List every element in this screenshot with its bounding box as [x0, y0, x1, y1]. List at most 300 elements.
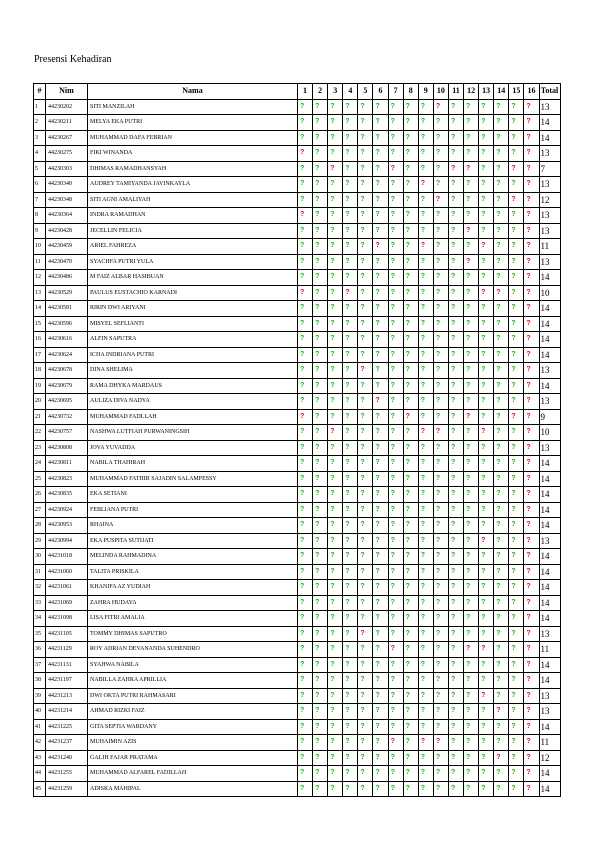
present-mark: ?: [494, 347, 509, 363]
present-mark: ?: [298, 456, 313, 472]
present-mark: ?: [388, 580, 403, 596]
attendance-total: 13: [539, 254, 560, 270]
present-mark: ?: [464, 533, 479, 549]
present-mark: ?: [418, 208, 433, 224]
present-mark: ?: [494, 471, 509, 487]
absent-mark: ?: [448, 161, 463, 177]
attendance-table: [33, 83, 561, 797]
present-mark: ?: [313, 285, 328, 301]
present-mark: ?: [388, 704, 403, 720]
present-mark: ?: [373, 518, 388, 534]
row-number: 10: [34, 239, 46, 255]
present-mark: ?: [313, 99, 328, 115]
absent-mark: ?: [464, 642, 479, 658]
present-mark: ?: [448, 363, 463, 379]
present-mark: ?: [298, 177, 313, 193]
present-mark: ?: [509, 425, 524, 441]
present-mark: ?: [494, 719, 509, 735]
present-mark: ?: [418, 673, 433, 689]
present-mark: ?: [448, 642, 463, 658]
present-mark: ?: [418, 99, 433, 115]
present-mark: ?: [433, 657, 448, 673]
present-mark: ?: [494, 595, 509, 611]
attendance-total: 13: [539, 223, 560, 239]
present-mark: ?: [464, 750, 479, 766]
student-name: MUHAMMAD DAFA FEBRIAN: [88, 130, 298, 146]
present-mark: ?: [328, 750, 343, 766]
table-row: [34, 471, 561, 487]
row-number: 19: [34, 378, 46, 394]
present-mark: ?: [464, 564, 479, 580]
attendance-total: 14: [539, 518, 560, 534]
table-row: [34, 518, 561, 534]
present-mark: ?: [479, 440, 494, 456]
present-mark: ?: [494, 146, 509, 162]
present-mark: ?: [448, 223, 463, 239]
present-mark: ?: [328, 378, 343, 394]
student-name: TOMMY DHIMAS SAPUTRO: [88, 626, 298, 642]
present-mark: ?: [403, 192, 418, 208]
present-mark: ?: [509, 332, 524, 348]
absent-mark: ?: [524, 611, 539, 627]
present-mark: ?: [403, 177, 418, 193]
student-name: GITA SEPTIA WARDANY: [88, 719, 298, 735]
present-mark: ?: [464, 704, 479, 720]
present-mark: ?: [448, 270, 463, 286]
present-mark: ?: [343, 533, 358, 549]
present-mark: ?: [464, 130, 479, 146]
present-mark: ?: [433, 316, 448, 332]
absent-mark: ?: [479, 688, 494, 704]
present-mark: ?: [479, 378, 494, 394]
present-mark: ?: [464, 626, 479, 642]
present-mark: ?: [328, 564, 343, 580]
present-mark: ?: [479, 161, 494, 177]
student-name: MELINDA RAHMADINA: [88, 549, 298, 565]
present-mark: ?: [509, 394, 524, 410]
absent-mark: ?: [524, 115, 539, 131]
present-mark: ?: [464, 332, 479, 348]
present-mark: ?: [403, 735, 418, 751]
absent-mark: ?: [418, 425, 433, 441]
student-name: EKA PUSPITA SUTIJATI: [88, 533, 298, 549]
present-mark: ?: [403, 316, 418, 332]
present-mark: ?: [313, 595, 328, 611]
row-number: 21: [34, 409, 46, 425]
present-mark: ?: [328, 719, 343, 735]
present-mark: ?: [358, 378, 373, 394]
present-mark: ?: [433, 626, 448, 642]
table-row: [34, 626, 561, 642]
present-mark: ?: [358, 440, 373, 456]
present-mark: ?: [433, 301, 448, 317]
present-mark: ?: [464, 378, 479, 394]
present-mark: ?: [343, 192, 358, 208]
present-mark: ?: [479, 394, 494, 410]
present-mark: ?: [388, 99, 403, 115]
present-mark: ?: [448, 285, 463, 301]
table-row: [34, 115, 561, 131]
present-mark: ?: [298, 766, 313, 782]
student-name: MUHAMMAD FATHIR SAJADIN SALAMPESSY: [88, 471, 298, 487]
present-mark: ?: [403, 301, 418, 317]
present-mark: ?: [433, 440, 448, 456]
student-nim: 44230364: [46, 208, 88, 224]
present-mark: ?: [358, 471, 373, 487]
present-mark: ?: [373, 781, 388, 797]
present-mark: ?: [343, 254, 358, 270]
present-mark: ?: [313, 192, 328, 208]
attendance-total: 12: [539, 750, 560, 766]
student-nim: 44230459: [46, 239, 88, 255]
present-mark: ?: [448, 177, 463, 193]
present-mark: ?: [509, 735, 524, 751]
present-mark: ?: [479, 115, 494, 131]
present-mark: ?: [298, 301, 313, 317]
present-mark: ?: [343, 208, 358, 224]
present-mark: ?: [479, 316, 494, 332]
row-number: 12: [34, 270, 46, 286]
present-mark: ?: [373, 409, 388, 425]
present-mark: ?: [343, 270, 358, 286]
attendance-total: 11: [539, 239, 560, 255]
present-mark: ?: [403, 611, 418, 627]
present-mark: ?: [494, 781, 509, 797]
attendance-total: 14: [539, 549, 560, 565]
present-mark: ?: [479, 177, 494, 193]
present-mark: ?: [494, 533, 509, 549]
present-mark: ?: [373, 99, 388, 115]
present-mark: ?: [403, 518, 418, 534]
student-nim: 44230732: [46, 409, 88, 425]
present-mark: ?: [343, 409, 358, 425]
present-mark: ?: [494, 316, 509, 332]
present-mark: ?: [479, 750, 494, 766]
present-mark: ?: [373, 642, 388, 658]
present-mark: ?: [418, 394, 433, 410]
present-mark: ?: [358, 766, 373, 782]
present-mark: ?: [373, 471, 388, 487]
absent-mark: ?: [464, 223, 479, 239]
present-mark: ?: [418, 254, 433, 270]
table-row: [34, 595, 561, 611]
attendance-total: 14: [539, 270, 560, 286]
present-mark: ?: [313, 518, 328, 534]
present-mark: ?: [343, 332, 358, 348]
student-nim: 44231240: [46, 750, 88, 766]
present-mark: ?: [418, 456, 433, 472]
absent-mark: ?: [524, 347, 539, 363]
student-nim: 44230202: [46, 99, 88, 115]
absent-mark: ?: [418, 239, 433, 255]
present-mark: ?: [494, 332, 509, 348]
absent-mark: ?: [494, 285, 509, 301]
table-row: [34, 254, 561, 270]
present-mark: ?: [494, 130, 509, 146]
present-mark: ?: [433, 456, 448, 472]
absent-mark: ?: [524, 409, 539, 425]
present-mark: ?: [343, 177, 358, 193]
row-number: 8: [34, 208, 46, 224]
present-mark: ?: [464, 502, 479, 518]
present-mark: ?: [448, 549, 463, 565]
student-name: DINA SHELIMA: [88, 363, 298, 379]
row-number: 5: [34, 161, 46, 177]
present-mark: ?: [494, 502, 509, 518]
present-mark: ?: [373, 347, 388, 363]
attendance-total: 14: [539, 130, 560, 146]
present-mark: ?: [464, 549, 479, 565]
absent-mark: ?: [524, 688, 539, 704]
present-mark: ?: [509, 316, 524, 332]
present-mark: ?: [479, 487, 494, 503]
present-mark: ?: [448, 471, 463, 487]
present-mark: ?: [464, 781, 479, 797]
present-mark: ?: [494, 223, 509, 239]
present-mark: ?: [388, 409, 403, 425]
present-mark: ?: [479, 456, 494, 472]
present-mark: ?: [433, 611, 448, 627]
student-nim: 44230303: [46, 161, 88, 177]
present-mark: ?: [313, 146, 328, 162]
absent-mark: ?: [524, 564, 539, 580]
student-name: JECELLIN FELICIA: [88, 223, 298, 239]
absent-mark: ?: [464, 161, 479, 177]
present-mark: ?: [298, 130, 313, 146]
present-mark: ?: [494, 270, 509, 286]
present-mark: ?: [448, 487, 463, 503]
present-mark: ?: [464, 580, 479, 596]
row-number: 20: [34, 394, 46, 410]
present-mark: ?: [403, 719, 418, 735]
present-mark: ?: [373, 657, 388, 673]
absent-mark: ?: [524, 208, 539, 224]
present-mark: ?: [448, 115, 463, 131]
absent-mark: ?: [524, 223, 539, 239]
present-mark: ?: [464, 301, 479, 317]
student-name: NASHWA LUTFIAH PURWANINGSIH: [88, 425, 298, 441]
table-row: [34, 456, 561, 472]
absent-mark: ?: [433, 99, 448, 115]
present-mark: ?: [479, 595, 494, 611]
present-mark: ?: [373, 533, 388, 549]
present-mark: ?: [358, 301, 373, 317]
absent-mark: ?: [433, 735, 448, 751]
present-mark: ?: [328, 115, 343, 131]
present-mark: ?: [388, 378, 403, 394]
present-mark: ?: [479, 580, 494, 596]
present-mark: ?: [328, 471, 343, 487]
present-mark: ?: [328, 332, 343, 348]
present-mark: ?: [494, 440, 509, 456]
present-mark: ?: [509, 378, 524, 394]
present-mark: ?: [448, 719, 463, 735]
present-mark: ?: [403, 673, 418, 689]
attendance-total: 10: [539, 425, 560, 441]
present-mark: ?: [464, 146, 479, 162]
present-mark: ?: [298, 471, 313, 487]
present-mark: ?: [464, 347, 479, 363]
present-mark: ?: [418, 518, 433, 534]
present-mark: ?: [433, 394, 448, 410]
present-mark: ?: [298, 750, 313, 766]
absent-mark: ?: [524, 626, 539, 642]
present-mark: ?: [328, 704, 343, 720]
present-mark: ?: [298, 611, 313, 627]
absent-mark: ?: [418, 735, 433, 751]
present-mark: ?: [479, 766, 494, 782]
present-mark: ?: [479, 208, 494, 224]
table-row: [34, 750, 561, 766]
present-mark: ?: [373, 223, 388, 239]
attendance-total: 13: [539, 688, 560, 704]
present-mark: ?: [388, 425, 403, 441]
present-mark: ?: [373, 192, 388, 208]
absent-mark: ?: [524, 192, 539, 208]
column-header-meeting: 1: [298, 84, 313, 100]
student-nim: 44230823: [46, 471, 88, 487]
attendance-total: 14: [539, 580, 560, 596]
present-mark: ?: [433, 409, 448, 425]
present-mark: ?: [494, 208, 509, 224]
present-mark: ?: [448, 316, 463, 332]
present-mark: ?: [343, 766, 358, 782]
present-mark: ?: [403, 440, 418, 456]
present-mark: ?: [448, 394, 463, 410]
present-mark: ?: [464, 673, 479, 689]
present-mark: ?: [464, 766, 479, 782]
student-nim: 44230953: [46, 518, 88, 534]
present-mark: ?: [418, 161, 433, 177]
present-mark: ?: [418, 533, 433, 549]
present-mark: ?: [298, 642, 313, 658]
present-mark: ?: [343, 161, 358, 177]
present-mark: ?: [448, 347, 463, 363]
present-mark: ?: [464, 177, 479, 193]
student-name: JOVA YUVADDA: [88, 440, 298, 456]
student-name: AHMAD RIZKI FAIZ: [88, 704, 298, 720]
absent-mark: ?: [524, 595, 539, 611]
present-mark: ?: [388, 192, 403, 208]
attendance-total: 14: [539, 595, 560, 611]
present-mark: ?: [298, 533, 313, 549]
present-mark: ?: [479, 735, 494, 751]
student-nim: 44230486: [46, 270, 88, 286]
present-mark: ?: [373, 719, 388, 735]
present-mark: ?: [343, 239, 358, 255]
present-mark: ?: [403, 378, 418, 394]
attendance-total: 14: [539, 456, 560, 472]
present-mark: ?: [448, 750, 463, 766]
present-mark: ?: [433, 285, 448, 301]
column-header-meeting: 6: [373, 84, 388, 100]
present-mark: ?: [403, 549, 418, 565]
present-mark: ?: [343, 440, 358, 456]
student-nim: 44230529: [46, 285, 88, 301]
absent-mark: ?: [479, 425, 494, 441]
student-nim: 44231061: [46, 580, 88, 596]
attendance-total: 14: [539, 781, 560, 797]
absent-mark: ?: [524, 518, 539, 534]
present-mark: ?: [494, 254, 509, 270]
present-mark: ?: [313, 223, 328, 239]
present-mark: ?: [373, 161, 388, 177]
absent-mark: ?: [388, 735, 403, 751]
present-mark: ?: [433, 580, 448, 596]
present-mark: ?: [298, 254, 313, 270]
present-mark: ?: [494, 564, 509, 580]
present-mark: ?: [358, 99, 373, 115]
row-number: 23: [34, 440, 46, 456]
table-row: [34, 223, 561, 239]
present-mark: ?: [418, 316, 433, 332]
present-mark: ?: [343, 347, 358, 363]
student-name: INDRA RAMADHAN: [88, 208, 298, 224]
present-mark: ?: [494, 518, 509, 534]
present-mark: ?: [433, 471, 448, 487]
row-number: 26: [34, 487, 46, 503]
present-mark: ?: [328, 254, 343, 270]
present-mark: ?: [328, 688, 343, 704]
column-header-meeting: 12: [464, 84, 479, 100]
present-mark: ?: [418, 285, 433, 301]
student-nim: 44230348: [46, 192, 88, 208]
present-mark: ?: [418, 347, 433, 363]
present-mark: ?: [464, 208, 479, 224]
present-mark: ?: [358, 177, 373, 193]
present-mark: ?: [433, 502, 448, 518]
present-mark: ?: [494, 673, 509, 689]
present-mark: ?: [298, 161, 313, 177]
present-mark: ?: [313, 781, 328, 797]
student-nim: 44230808: [46, 440, 88, 456]
present-mark: ?: [509, 673, 524, 689]
row-number: 11: [34, 254, 46, 270]
absent-mark: ?: [524, 254, 539, 270]
table-row: [34, 580, 561, 596]
student-name: ADISKA MAHIPAL: [88, 781, 298, 797]
present-mark: ?: [388, 549, 403, 565]
present-mark: ?: [403, 750, 418, 766]
table-row: [34, 347, 561, 363]
present-mark: ?: [403, 580, 418, 596]
absent-mark: ?: [524, 781, 539, 797]
student-name: MUHAIMIN AZIS: [88, 735, 298, 751]
present-mark: ?: [358, 611, 373, 627]
attendance-total: 11: [539, 642, 560, 658]
row-number: 35: [34, 626, 46, 642]
absent-mark: ?: [524, 502, 539, 518]
student-nim: 44230835: [46, 487, 88, 503]
present-mark: ?: [343, 394, 358, 410]
present-mark: ?: [388, 688, 403, 704]
present-mark: ?: [358, 688, 373, 704]
attendance-total: 14: [539, 487, 560, 503]
present-mark: ?: [479, 146, 494, 162]
present-mark: ?: [418, 487, 433, 503]
attendance-total: 14: [539, 657, 560, 673]
absent-mark: ?: [524, 642, 539, 658]
present-mark: ?: [388, 487, 403, 503]
present-mark: ?: [433, 332, 448, 348]
present-mark: ?: [298, 270, 313, 286]
present-mark: ?: [509, 657, 524, 673]
absent-mark: ?: [524, 487, 539, 503]
present-mark: ?: [448, 456, 463, 472]
present-mark: ?: [388, 673, 403, 689]
row-number: 16: [34, 332, 46, 348]
present-mark: ?: [433, 564, 448, 580]
